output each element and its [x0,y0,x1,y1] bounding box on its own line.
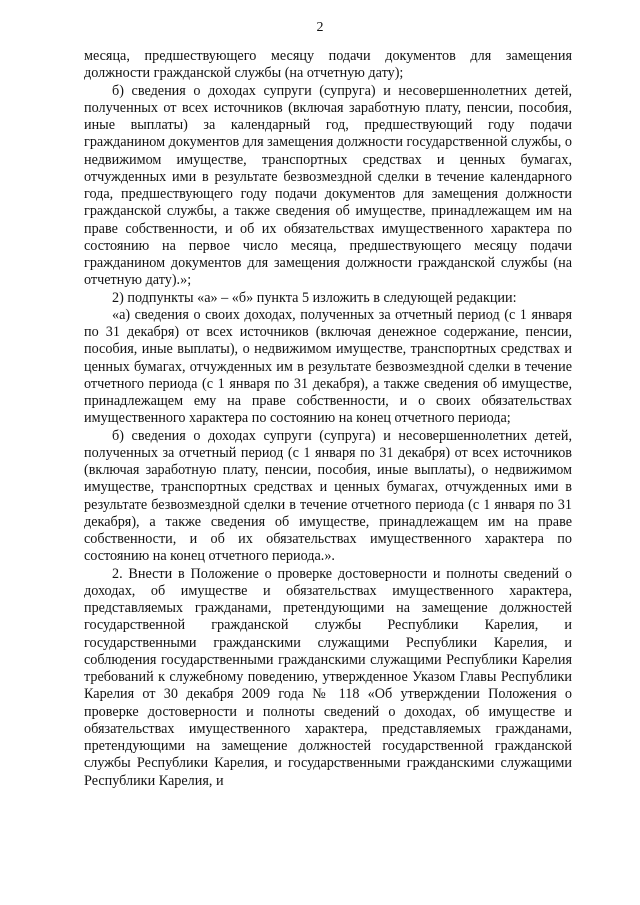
paragraph-b-spouse-income-annual: б) сведения о доходах супруги (супруга) и несовершеннолетних детей, полученных от всех источников (включая заработную плату, пенсии, пособия, иные выплаты) за календарный год, предшествующий году подачи гражданином документов для замещения должности государственной службы, о недвижимом имуществе, транспортных средствах и ценных бумагах, отчужденных ими в результате безвозмездной сделки в течение календарного года, предшествующего году подачи документов для замещения должности гражданской службы, а также сведения об имуществе, принадлежащем им на праве собственности, и об их обязательствах имущественного характера по состоянию на первое число месяца, предшествующего месяцу подачи гражданином документов для замещения должности гражданской службы (на отчетную дату).»; [84,82,572,289]
paragraph-continuation: месяца, предшествующего месяцу подачи документов для замещения должности гражданской службы (на отчетную дату); [84,48,572,82]
paragraph-a-own-income: «а) сведения о своих доходах, полученных за отчетный период (с 1 января по 31 декабря) от всех источников (включая денежное содержание, пенсии, пособия, иные выплаты), о недвижимом имуществе, транспортных средствах и ценных бумагах, отчужденных им в результате безвозмездной сделки в течение отчетного периода (с 1 января по 31 декабря), а также сведения об имуществе, принадлежащем ему на праве собственности, и о своих обязательствах имущественного характера по состоянию на конец отчетного периода; [84,306,572,427]
paragraph-item-2: 2) подпункты «а» – «б» пункта 5 изложить в следующей редакции: [112,289,517,306]
paragraph-b-spouse-income-period: б) сведения о доходах супруги (супруга) и несовершеннолетних детей, полученных за отчетный период (с 1 января по 31 декабря) от всех источников (включая заработную плату, пенсии, пособия, иные выплаты), о недвижимом имуществе, транспортных средствах и ценных бумагах, отчужденных ими в результате безвозмездной сделки в течение отчетного периода (с 1 января по 31 декабря), а также сведения об имуществе, принадлежащем им на праве собственности, и об их обязательствах имущественного характера по состоянию на конец отчетного периода.». [84,427,572,565]
paragraph-section-2: 2. Внести в Положение о проверке достоверности и полноты сведений о доходах, об имуществе и обязательствах имущественного характера, представляемых гражданами, претендующими на замещение должностей государственной гражданской службы Республики Карелия, и государственными гражданскими служащими Республики Карелия, и соблюдения государственными гражданскими служащими Республики Карелия требований к служебному поведению, утвержденное Указом Главы Республики Карелия от 30 декабря 2009 года № 118 «Об утверждении Положения о проверке достоверности и полноты сведений о доходах, об имуществе и обязательствах имущественного характера, представляемых гражданами, претендующими на замещение должностей государственной гражданской службы Республики Карелия, и государственными гражданскими служащими Республики Карелия, и [84,565,572,789]
page-number: 2 [316,20,324,35]
document-body [84,48,572,790]
